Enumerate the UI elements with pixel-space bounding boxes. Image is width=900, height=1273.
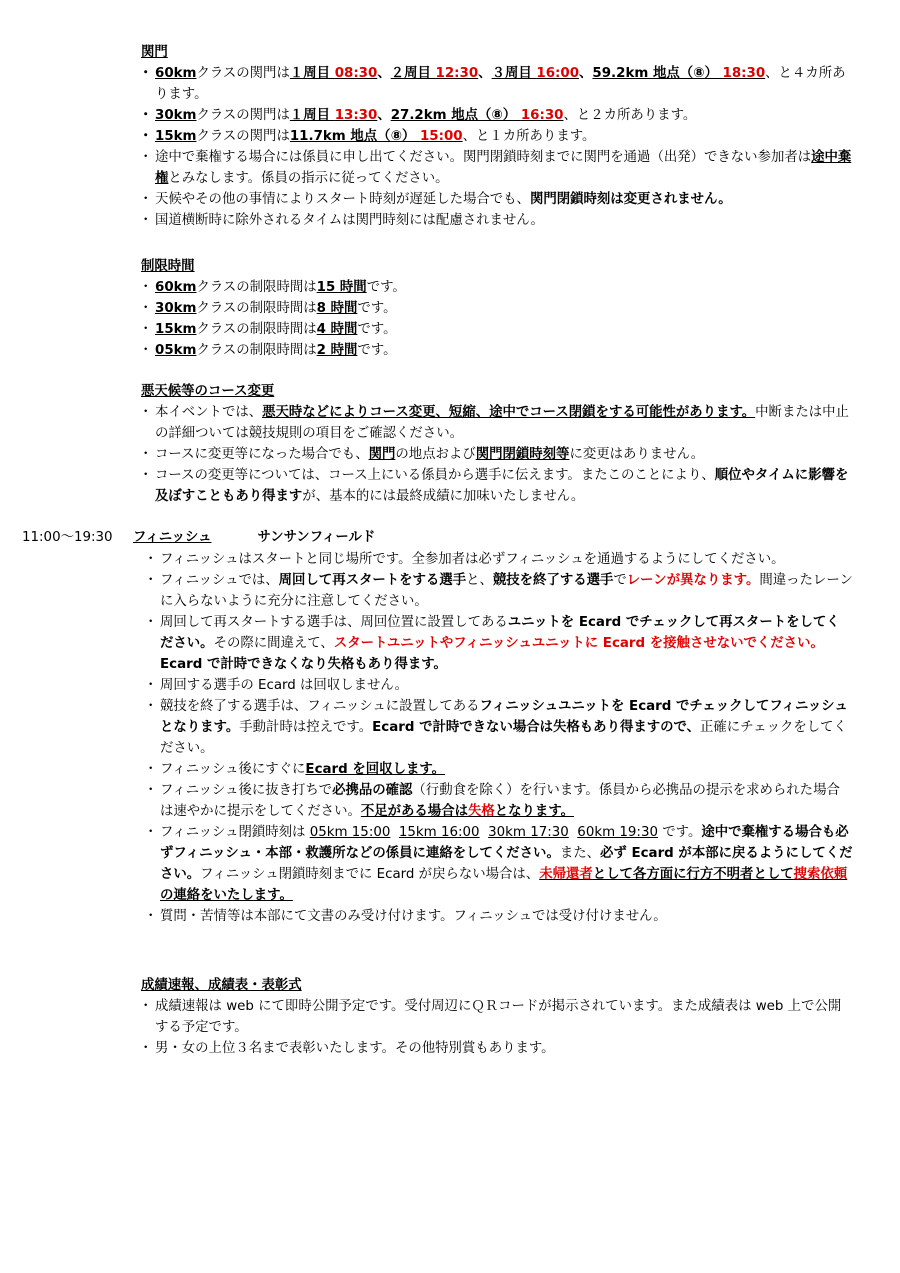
finish-section	[146, 549, 853, 927]
results-section	[141, 975, 853, 1059]
weather-heading: 悪天候等のコース変更	[141, 384, 275, 399]
finish-item-gear-check: ・ フィニッシュ後に抜き打ちで必携品の確認（行動食を除く）を行います。係員から必携品の提示を求められた場合は速やかに提示をしてください。不足がある場合は失格となります。	[146, 780, 853, 822]
checkpoint-item-30km: ・ 30kmクラスの関門は１周目 13:30、27.2km 地点（⑧） 16:30、と２カ所あります。	[141, 105, 853, 126]
finish-item-closing: ・ フィニッシュ閉鎖時刻は 05km 15:00 15km 16:00 30km 17:30 60km 19:30 です。途中で棄権する場合も必ずフィニッシュ・本部・救護所などの係員に連絡をしてください。また、必ず Ecard が本部に戻るようにしてください。フィニッシュ閉鎖時刻までに Ecard が戻らない場合は、未帰還者として各方面に行方不明者として捜索依頼の連絡をいたします。	[146, 822, 853, 906]
results-item-awards: ・ 男・女の上位３名まで表彰いたします。その他特別賞もあります。	[141, 1038, 853, 1059]
time-limit-item: ・ 60kmクラスの制限時間は15 時間です。	[141, 277, 853, 298]
time-limit-item: ・ 30kmクラスの制限時間は8 時間です。	[141, 298, 853, 319]
finish-item-lap-ecard: ・ 周回する選手の Ecard は回収しません。	[146, 675, 853, 696]
time-limit-section	[141, 256, 853, 361]
finish-time-label: 11:00～19:30	[22, 530, 113, 545]
checkpoint-item-60km: ・ 60kmクラスの関門は１周目 08:30、２周目 12:30、３周目 16:00、59.2km 地点（⑧） 18:30、と４カ所あります。	[141, 63, 853, 105]
finish-place: サンサンフィールド	[257, 530, 376, 545]
checkpoints-section	[141, 42, 853, 231]
results-item-web: ・ 成績速報は web にて即時公開予定です。受付周辺にＱＲコードが掲示されています。また成績表は web 上で公開する予定です。	[141, 996, 853, 1038]
finish-heading	[133, 527, 375, 548]
time-limit-item: ・ 15kmクラスの制限時間は4 時間です。	[141, 319, 853, 340]
checkpoint-item-retire: ・ 途中で棄権する場合には係員に申し出てください。関門閉鎖時刻までに関門を通過（出発）できない参加者は途中棄権とみなします。係員の指示に従ってください。	[141, 147, 853, 189]
results-heading: 成績速報、成績表・表彰式	[141, 978, 302, 993]
finish-item-location: ・ フィニッシュはスタートと同じ場所です。全参加者は必ずフィニッシュを通過するようにしてください。	[146, 549, 853, 570]
finish-item-complaints: ・ 質問・苦情等は本部にて文書のみ受け付けます。フィニッシュでは受け付けません。	[146, 906, 853, 927]
finish-item-collect: ・ フィニッシュ後にすぐにEcard を回収します。	[146, 759, 853, 780]
weather-item-notify: ・ コースの変更等については、コース上にいる係員から選手に伝えます。またこのことにより、順位やタイムに影響を及ぼすこともあり得ますが、基本的には最終成績に加味いたしません。	[141, 465, 853, 507]
checkpoint-item-road: ・ 国道横断時に除外されるタイムは関門時刻には配慮されません。	[141, 210, 853, 231]
finish-title: フィニッシュ	[133, 530, 212, 545]
checkpoint-item-15km: ・ 15kmクラスの関門は11.7km 地点（⑧） 15:00、と１カ所あります。	[141, 126, 853, 147]
checkpoints-heading: 関門	[141, 45, 168, 60]
weather-item-no-change: ・ コースに変更等になった場合でも、関門の地点および関門閉鎖時刻等に変更はありません。	[141, 444, 853, 465]
finish-item-restart: ・ 周回して再スタートする選手は、周回位置に設置してあるユニットを Ecard でチェックして再スタートをしてください。その際に間違えて、スタートユニットやフィニッシュユニットに Ecard を接触させないでください。Ecard で計時できなくなり失格もあり得ます。	[146, 612, 853, 675]
weather-item-closure: ・ 本イベントでは、悪天時などによりコース変更、短縮、途中でコース閉鎖をする可能性があります。中断または中止の詳細ついては競技規則の項目をご確認ください。	[141, 402, 853, 444]
time-limit-heading: 制限時間	[141, 259, 195, 274]
checkpoint-item-weather: ・ 天候やその他の事情によりスタート時刻が遅延した場合でも、関門閉鎖時刻は変更されません。	[141, 189, 853, 210]
finish-item-lanes: ・ フィニッシュでは、周回して再スタートをする選手と、競技を終了する選手でレーンが異なります。間違ったレーンに入らないように充分に注意してください。	[146, 570, 853, 612]
weather-section	[141, 381, 853, 507]
finish-item-end: ・ 競技を終了する選手は、フィニッシュに設置してあるフィニッシュユニットを Ecard でチェックしてフィニッシュとなります。手動計時は控えです。Ecard で計時できない場合は失格もあり得ますので、正確にチェックをしてください。	[146, 696, 853, 759]
time-limit-item: ・ 05kmクラスの制限時間は2 時間です。	[141, 340, 853, 361]
